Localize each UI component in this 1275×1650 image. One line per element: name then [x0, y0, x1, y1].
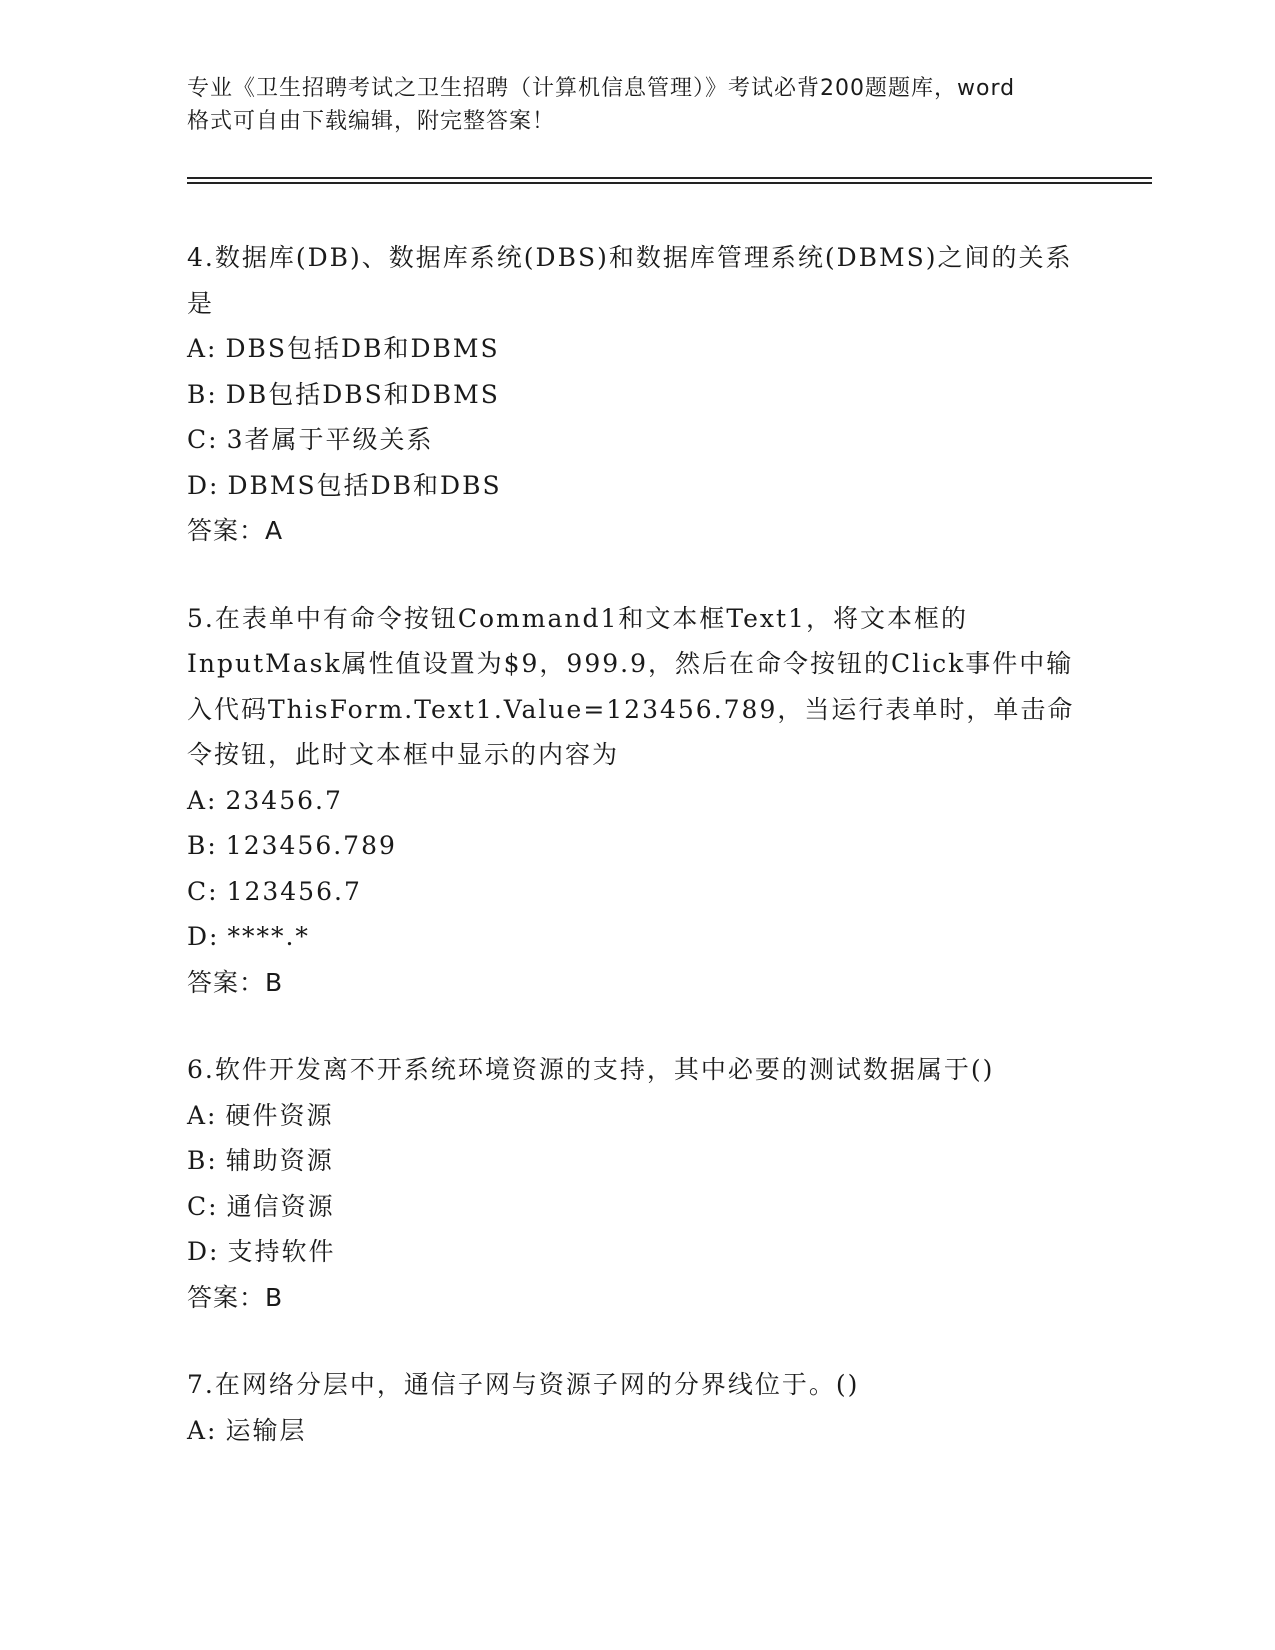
option-d [187, 1229, 1087, 1275]
option-text: 3者属于平级关系 [226, 425, 434, 454]
question-6 [187, 1047, 1087, 1320]
option-key: B: [187, 379, 218, 409]
question-stem: 7.在网络分层中，通信子网与资源子网的分界线位于。() [187, 1370, 860, 1399]
document-header [187, 72, 1087, 138]
answer-line: 答案：B [187, 967, 284, 997]
option-text: 23456.7 [225, 785, 343, 815]
option-a [187, 326, 1087, 372]
option-text: ****.* [227, 922, 310, 951]
option-text: DB包括DBS和DBMS [225, 379, 500, 409]
option-a [187, 1093, 1087, 1139]
option-text: DBMS包括DB和DBS [227, 470, 502, 500]
option-key: A: [187, 1100, 218, 1130]
option-text: 支持软件 [227, 1237, 336, 1266]
option-key: B: [187, 831, 218, 860]
option-key: C: [187, 425, 219, 454]
answer-line: 答案：A [187, 516, 284, 545]
question-stem: 6.软件开发离不开系统环境资源的支持，其中必要的测试数据属于() [187, 1055, 995, 1084]
option-key: D: [187, 470, 220, 500]
option-d [187, 914, 1087, 960]
option-a [187, 1408, 1087, 1454]
option-c [187, 1184, 1087, 1230]
option-text: 123456.7 [226, 876, 362, 906]
answer-line: 答案：B [187, 1282, 284, 1312]
option-key: C: [187, 876, 219, 906]
option-key: D: [187, 1237, 220, 1266]
option-key: D: [187, 922, 220, 951]
header-line-1: 专业《卫生招聘考试之卫生招聘（计算机信息管理）》考试必背200题题库，word [187, 76, 1016, 101]
option-key: A: [187, 785, 218, 815]
option-b [187, 372, 1087, 418]
question-stem: 4.数据库(DB)、数据库系统(DBS)和数据库管理系统(DBMS)之间的关系是 [187, 243, 1073, 318]
option-key: C: [187, 1191, 219, 1221]
option-c [187, 869, 1087, 915]
option-key: A: [187, 1415, 218, 1445]
option-key: B: [187, 1146, 218, 1175]
question-4 [187, 235, 1087, 554]
option-a [187, 778, 1087, 824]
header-divider-bottom [187, 182, 1152, 184]
option-text: DBS包括DB和DBMS [225, 334, 500, 363]
option-c [187, 417, 1087, 463]
option-b [187, 823, 1087, 869]
option-text: 123456.789 [225, 831, 397, 860]
option-key: A: [187, 334, 218, 363]
question-5 [187, 596, 1087, 1006]
header-line-2: 格式可自由下载编辑，附完整答案！ [187, 109, 556, 134]
option-text: 通信资源 [226, 1191, 335, 1221]
question-7 [187, 1362, 1087, 1453]
option-b [187, 1138, 1087, 1184]
header-divider-top [187, 177, 1152, 179]
option-text: 辅助资源 [225, 1146, 334, 1175]
option-text: 硬件资源 [225, 1100, 334, 1130]
question-stem: 5.在表单中有命令按钮Command1和文本框Text1，将文本框的InputMask属性值设置为$9，999.9，然后在命令按钮的Click事件中输入代码ThisForm.Text1.Value=123456.789，当运行表单时，单击命令按钮，此时文本框中显示的内容为 [187, 603, 1075, 769]
option-text: 运输层 [225, 1415, 307, 1445]
option-d [187, 463, 1087, 509]
question-list [187, 235, 1087, 1495]
